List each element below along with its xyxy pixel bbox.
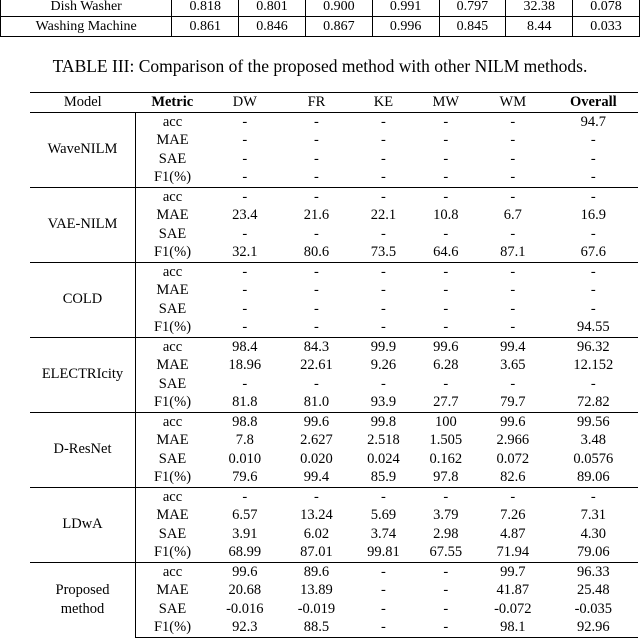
- header-row: [30, 93, 638, 113]
- table-cell: 73.5: [370, 244, 397, 260]
- metric-label: acc: [136, 337, 210, 356]
- table-cell: -: [510, 169, 516, 185]
- table-cell: -: [415, 112, 477, 131]
- table-cell: 8.44: [506, 17, 573, 37]
- table-cell: -: [590, 282, 596, 298]
- table-cell: 0.996: [372, 17, 439, 37]
- table-cell: 99.6: [477, 412, 549, 431]
- table-cell: 67.55: [429, 544, 463, 560]
- metric-label: SAE: [158, 450, 187, 467]
- table-cell: 79.6: [232, 469, 258, 485]
- table-cell: -: [590, 150, 596, 167]
- table-cell: 2.98: [433, 525, 459, 542]
- table-cell: -: [443, 282, 449, 298]
- table-cell: 22.1: [370, 207, 397, 223]
- model-name: VAE-NILM: [30, 187, 136, 262]
- table-cell: 3.79: [433, 507, 459, 523]
- table-cell: 99.6: [209, 562, 281, 581]
- metric-label: MAE: [156, 207, 189, 223]
- table-cell: -: [314, 150, 319, 167]
- row-label: Dish Washer: [1, 0, 172, 17]
- table-cell: 3.65: [500, 357, 526, 373]
- table-cell: -: [443, 600, 449, 617]
- table-cell: 97.8: [433, 469, 459, 485]
- table-cell: -: [510, 300, 516, 317]
- table-cell: -: [381, 132, 386, 148]
- table-cell: -: [510, 225, 516, 242]
- table-cell: -: [477, 487, 549, 506]
- table-cell: 84.3: [281, 337, 353, 356]
- table-cell: -: [590, 225, 596, 242]
- metric-label: SAE: [158, 600, 187, 617]
- table-cell: -: [381, 375, 386, 392]
- table-cell: 99.6: [415, 337, 477, 356]
- table-cell: -: [242, 132, 248, 148]
- table-cell: 81.8: [232, 394, 258, 410]
- table-cell: -: [314, 132, 319, 148]
- table-cell: -: [381, 225, 386, 242]
- table-cell: -: [415, 562, 477, 581]
- metric-label: acc: [136, 412, 210, 431]
- table-cell: 92.3: [209, 618, 281, 637]
- table-cell: -: [352, 187, 414, 206]
- table-cell: -: [590, 169, 596, 185]
- table-cell: 99.9: [352, 337, 414, 356]
- table-cell: -0.019: [297, 600, 336, 617]
- table-cell: 99.56: [549, 412, 638, 431]
- table-cell: -: [242, 150, 248, 167]
- metric-label: acc: [136, 262, 210, 281]
- table-cell: 94.7: [549, 112, 638, 131]
- table-cell: -: [242, 319, 248, 335]
- table-cell: -: [352, 262, 414, 281]
- table-cell: -: [477, 262, 549, 281]
- model-name: ELECTRIcity: [30, 337, 136, 412]
- table-cell: -: [590, 132, 596, 148]
- metric-label: F1(%): [153, 469, 192, 485]
- table-cell: 81.0: [303, 394, 330, 410]
- table-cell: -: [381, 319, 386, 335]
- table-cell: 22.61: [300, 357, 333, 373]
- table-cell: -: [443, 319, 449, 335]
- table-row: [1, 0, 640, 17]
- table-cell: 27.7: [433, 394, 459, 410]
- table-cell: -: [549, 187, 638, 206]
- table-cell: -: [510, 375, 516, 392]
- model-name: COLD: [30, 262, 136, 337]
- metric-label: F1(%): [153, 169, 192, 185]
- table-cell: 6.7: [503, 207, 522, 223]
- table-cell: -: [242, 375, 248, 392]
- metric-label: MAE: [156, 357, 189, 373]
- table-cell: 5.69: [370, 507, 397, 523]
- table-cell: 87.01: [300, 544, 333, 560]
- table-cell: -: [443, 375, 449, 392]
- table-cell: -: [443, 225, 449, 242]
- metric-label: MAE: [156, 582, 189, 598]
- table-cell: -: [510, 132, 516, 148]
- table-cell: 6.57: [232, 507, 258, 523]
- table-cell: 4.87: [500, 525, 526, 542]
- table-cell: -: [209, 487, 281, 506]
- table-cell: -: [209, 187, 281, 206]
- table-cell: 88.5: [281, 618, 353, 637]
- table-cell: -: [209, 112, 281, 131]
- table-cell: 0.078: [573, 0, 640, 17]
- table-cell: 68.99: [228, 544, 262, 560]
- table-cell: 0.797: [439, 0, 506, 17]
- table-cell: 94.55: [577, 319, 610, 335]
- table-cell: -: [590, 375, 596, 392]
- table-cell: -0.035: [574, 600, 613, 617]
- table-cell: 93.9: [370, 394, 397, 410]
- header-wm: WM: [477, 93, 549, 113]
- metric-label: SAE: [158, 300, 187, 317]
- table-cell: -: [415, 187, 477, 206]
- table-cell: 0.801: [239, 0, 306, 17]
- table-cell: -: [415, 262, 477, 281]
- table-cell: 0.845: [439, 17, 506, 37]
- table-cell: 96.33: [549, 562, 638, 581]
- table-cell: 0.033: [573, 17, 640, 37]
- table-cell: 6.28: [433, 357, 459, 373]
- table-cell: -: [510, 150, 516, 167]
- table-cell: -: [352, 618, 414, 637]
- table-cell: 32.38: [506, 0, 573, 17]
- previous-table-fragment: [0, 0, 640, 37]
- table-cell: 0.024: [367, 450, 400, 467]
- table-cell: 0.900: [305, 0, 372, 17]
- table-cell: -: [415, 487, 477, 506]
- table-cell: 89.6: [281, 562, 353, 581]
- table-cell: -: [314, 375, 319, 392]
- table-cell: 79.7: [500, 394, 526, 410]
- table-cell: 0.846: [239, 17, 306, 37]
- header-ke: KE: [352, 93, 414, 113]
- metric-label: acc: [136, 487, 210, 506]
- table-cell: -: [477, 112, 549, 131]
- table-cell: -: [242, 169, 248, 185]
- header-metric: Metric: [136, 93, 210, 113]
- table-cell: 13.24: [300, 507, 333, 523]
- metric-label: MAE: [156, 132, 189, 148]
- table-cell: -: [314, 282, 319, 298]
- table-cell: -: [381, 582, 386, 598]
- table-cell: 0.818: [172, 0, 239, 17]
- table-cell: 71.94: [496, 544, 530, 560]
- table-cell: -: [381, 169, 386, 185]
- table-cell: -: [443, 132, 449, 148]
- table-cell: 7.8: [235, 432, 254, 448]
- table-cell: -: [510, 282, 516, 298]
- table-caption: TABLE III: Comparison of the proposed method with other NILM methods.: [52, 56, 588, 76]
- metric-label: F1(%): [153, 319, 192, 335]
- table-cell: 100: [415, 412, 477, 431]
- table-cell: 1.505: [429, 432, 463, 448]
- table-cell: -: [477, 187, 549, 206]
- table-cell: -: [443, 300, 449, 317]
- table-cell: 67.6: [580, 244, 606, 260]
- table-cell: 96.32: [549, 337, 638, 356]
- table-cell: 3.48: [580, 432, 606, 448]
- metric-label: SAE: [158, 375, 187, 392]
- table-cell: 85.9: [370, 469, 397, 485]
- table-cell: 7.26: [500, 507, 526, 523]
- table-cell: 32.1: [232, 244, 258, 260]
- table-row: [1, 17, 640, 37]
- model-name: Proposed method: [30, 562, 136, 637]
- table-cell: 9.26: [370, 357, 397, 373]
- table-cell: -: [281, 187, 353, 206]
- model-name: WaveNILM: [30, 112, 136, 187]
- table-cell: -: [381, 600, 386, 617]
- table-row: [30, 187, 638, 206]
- table-cell: 72.82: [577, 394, 610, 410]
- header-mw: MW: [415, 93, 477, 113]
- table-cell: 3.91: [232, 525, 258, 542]
- table-cell: 99.4: [477, 337, 549, 356]
- metric-label: F1(%): [153, 544, 192, 560]
- table-cell: 0.0576: [573, 450, 614, 467]
- table-cell: 25.48: [577, 582, 610, 598]
- metric-label: MAE: [156, 282, 189, 298]
- table-cell: 7.31: [580, 507, 606, 523]
- table-cell: -: [242, 282, 248, 298]
- table-cell: 12.152: [573, 357, 614, 373]
- table-row: [30, 337, 638, 356]
- table-cell: 18.96: [228, 357, 262, 373]
- table-cell: 79.06: [577, 544, 610, 560]
- metric-label: SAE: [158, 225, 187, 242]
- table-cell: 0.991: [372, 0, 439, 17]
- table-cell: -: [281, 112, 353, 131]
- table-row: [30, 412, 638, 431]
- metric-label: acc: [136, 562, 210, 581]
- metric-label: acc: [136, 187, 210, 206]
- model-name: LDwA: [30, 487, 136, 562]
- table-cell: -: [443, 582, 449, 598]
- metric-label: F1(%): [136, 618, 210, 637]
- table-cell: -: [352, 487, 414, 506]
- table-row: [30, 487, 638, 506]
- metric-label: MAE: [156, 432, 189, 448]
- table-cell: 21.6: [303, 207, 330, 223]
- table-cell: -0.016: [226, 600, 264, 617]
- table-cell: 0.867: [305, 17, 372, 37]
- table-cell: 98.8: [209, 412, 281, 431]
- table-cell: 10.8: [433, 207, 459, 223]
- model-name: D-ResNet: [30, 412, 136, 487]
- table-cell: 3.74: [370, 525, 397, 542]
- table-cell: 98.4: [209, 337, 281, 356]
- header-model: Model: [30, 93, 136, 113]
- metric-label: acc: [136, 112, 210, 131]
- table-cell: -: [590, 300, 596, 317]
- table-cell: 64.6: [433, 244, 459, 260]
- table-cell: 80.6: [303, 244, 330, 260]
- table-cell: 0.072: [496, 450, 530, 467]
- table-cell: 0.020: [300, 450, 333, 467]
- table-cell: -: [314, 300, 319, 317]
- metric-label: SAE: [158, 525, 187, 542]
- table-cell: -: [352, 562, 414, 581]
- table-cell: -0.072: [494, 600, 532, 617]
- table-cell: 99.7: [477, 562, 549, 581]
- table-cell: 98.1: [477, 618, 549, 637]
- table-cell: -: [415, 618, 477, 637]
- table-cell: 0.861: [172, 17, 239, 37]
- table-cell: -: [281, 262, 353, 281]
- table-cell: -: [443, 150, 449, 167]
- table-cell: 2.627: [300, 432, 333, 448]
- table-row: [30, 112, 638, 131]
- table-cell: 41.87: [496, 582, 530, 598]
- table-cell: -: [443, 169, 449, 185]
- table-cell: -: [510, 319, 516, 335]
- table-cell: -: [381, 300, 386, 317]
- table-cell: -: [242, 300, 248, 317]
- header-overall: Overall: [549, 93, 638, 113]
- table-cell: -: [281, 487, 353, 506]
- row-label: Washing Machine: [1, 17, 172, 37]
- metric-label: MAE: [156, 507, 189, 523]
- table-cell: 6.02: [303, 525, 330, 542]
- table-cell: -: [549, 487, 638, 506]
- table-cell: -: [314, 225, 319, 242]
- table-cell: 16.9: [580, 207, 606, 223]
- table-cell: 0.162: [429, 450, 463, 467]
- metric-label: F1(%): [153, 394, 192, 410]
- table-cell: 99.4: [303, 469, 330, 485]
- table-row: [30, 562, 638, 581]
- table-cell: 23.4: [232, 207, 258, 223]
- table-cell: 82.6: [500, 469, 526, 485]
- table-cell: 2.966: [496, 432, 530, 448]
- table-cell: -: [209, 262, 281, 281]
- table-cell: 99.6: [281, 412, 353, 431]
- table-cell: 4.30: [580, 525, 606, 542]
- comparison-table: [30, 92, 638, 638]
- table-cell: -: [314, 319, 319, 335]
- metric-label: SAE: [158, 150, 187, 167]
- table-cell: 13.89: [300, 582, 333, 598]
- table-cell: 92.96: [549, 618, 638, 637]
- table-cell: 2.518: [367, 432, 400, 448]
- table-cell: -: [242, 225, 248, 242]
- table-cell: -: [381, 150, 386, 167]
- table-cell: -: [381, 282, 386, 298]
- header-fr: FR: [281, 93, 353, 113]
- table-cell: 20.68: [228, 582, 262, 598]
- table-cell: -: [314, 169, 319, 185]
- table-cell: 89.06: [577, 469, 610, 485]
- metric-label: F1(%): [153, 244, 192, 260]
- header-dw: DW: [209, 93, 281, 113]
- table-row: [30, 262, 638, 281]
- table-cell: 99.8: [352, 412, 414, 431]
- table-cell: 0.010: [228, 450, 262, 467]
- table-cell: 99.81: [367, 544, 400, 560]
- table-cell: -: [549, 262, 638, 281]
- table-cell: 87.1: [500, 244, 526, 260]
- table-cell: -: [352, 112, 414, 131]
